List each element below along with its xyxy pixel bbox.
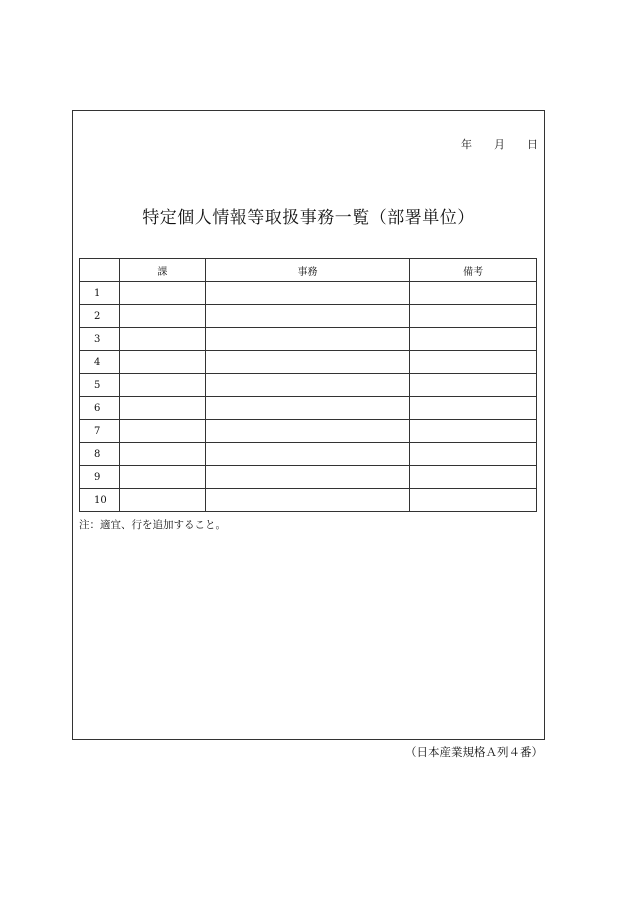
table-row (80, 443, 537, 466)
section-cell[interactable] (119, 420, 205, 443)
section-cell[interactable] (119, 282, 205, 305)
date-line (461, 136, 538, 152)
row-number: 2 (80, 305, 120, 328)
section-cell[interactable] (119, 443, 205, 466)
row-number: 8 (80, 443, 120, 466)
paper-size-label: （日本産業規格Ａ列４番） (405, 745, 543, 759)
table-row (80, 351, 537, 374)
table-row (80, 328, 537, 351)
task-cell[interactable] (205, 397, 410, 420)
row-number: 4 (80, 351, 120, 374)
task-cell[interactable] (205, 489, 410, 512)
task-ledger-table (79, 258, 537, 512)
remarks-cell[interactable] (410, 305, 537, 328)
remarks-cell[interactable] (410, 374, 537, 397)
row-number: 10 (80, 489, 120, 512)
header-section: 課 (119, 259, 205, 282)
remarks-cell[interactable] (410, 397, 537, 420)
task-cell[interactable] (205, 420, 410, 443)
remarks-cell[interactable] (410, 489, 537, 512)
remarks-cell[interactable] (410, 282, 537, 305)
remarks-cell[interactable] (410, 443, 537, 466)
remarks-cell[interactable] (410, 420, 537, 443)
section-cell[interactable] (119, 397, 205, 420)
task-cell[interactable] (205, 328, 410, 351)
form-title: 特定個人情報等取扱事務一覧（部署単位） (142, 208, 475, 228)
row-number: 7 (80, 420, 120, 443)
header-number (80, 259, 120, 282)
table-row (80, 374, 537, 397)
date-month-label: 月 (494, 138, 505, 151)
remarks-cell[interactable] (410, 351, 537, 374)
section-cell[interactable] (119, 328, 205, 351)
task-cell[interactable] (205, 466, 410, 489)
row-number: 6 (80, 397, 120, 420)
row-number: 5 (80, 374, 120, 397)
table-row (80, 282, 537, 305)
footnote: 注：適宜、行を追加すること。 (79, 519, 226, 531)
section-cell[interactable] (119, 374, 205, 397)
task-cell[interactable] (205, 443, 410, 466)
task-cell[interactable] (205, 351, 410, 374)
table-row (80, 489, 537, 512)
date-day-label: 日 (527, 138, 538, 151)
task-cell[interactable] (205, 374, 410, 397)
row-number: 3 (80, 328, 120, 351)
table-row (80, 397, 537, 420)
row-number: 1 (80, 282, 120, 305)
section-cell[interactable] (119, 305, 205, 328)
section-cell[interactable] (119, 351, 205, 374)
row-number: 9 (80, 466, 120, 489)
header-task: 事務 (205, 259, 410, 282)
table-row (80, 305, 537, 328)
section-cell[interactable] (119, 466, 205, 489)
table-header-row (80, 259, 537, 282)
table-row (80, 420, 537, 443)
date-year-label: 年 (461, 138, 472, 151)
remarks-cell[interactable] (410, 328, 537, 351)
remarks-cell[interactable] (410, 466, 537, 489)
section-cell[interactable] (119, 489, 205, 512)
task-cell[interactable] (205, 282, 410, 305)
task-cell[interactable] (205, 305, 410, 328)
table-row (80, 466, 537, 489)
header-remarks: 備考 (410, 259, 537, 282)
